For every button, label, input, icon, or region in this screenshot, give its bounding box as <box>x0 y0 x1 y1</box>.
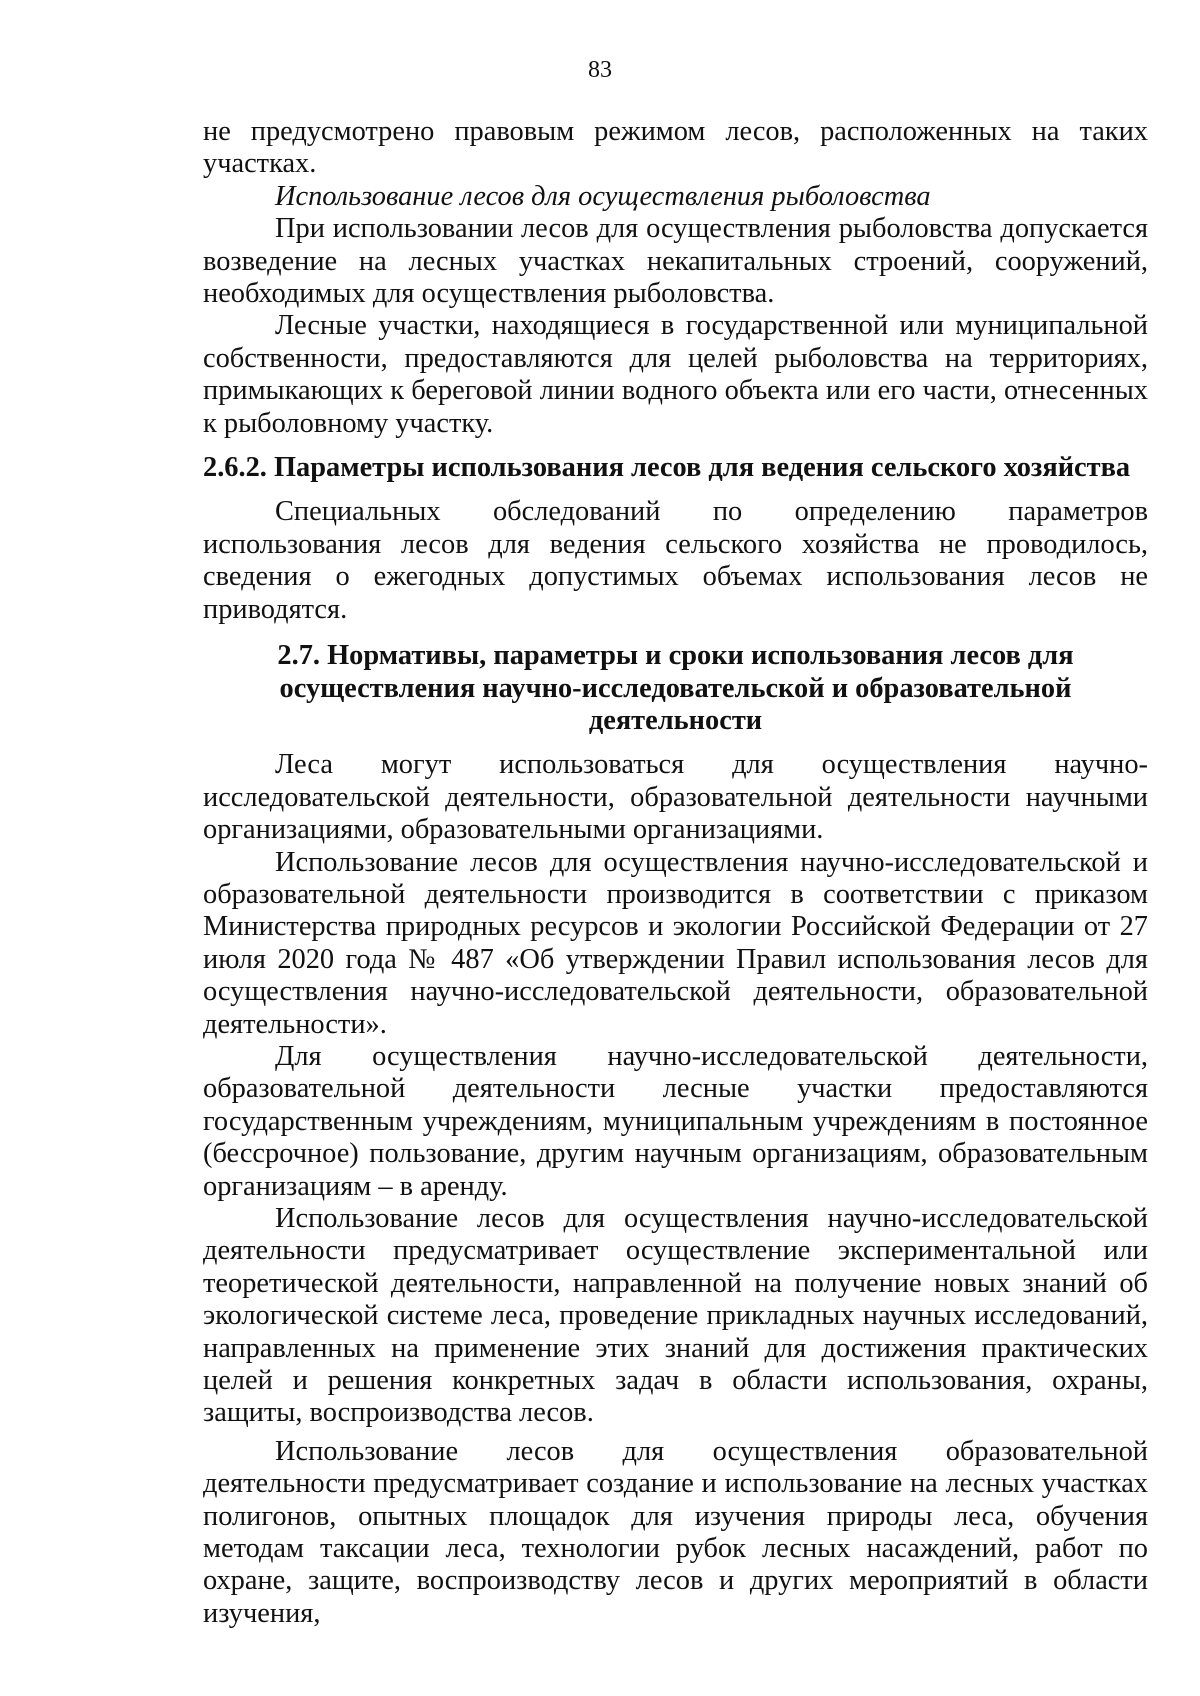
section-heading-2-7: 2.7. Нормативы, параметры и сроки использования лесов для осуществления научно-исследовательской и образовательной деятельности <box>277 640 1074 736</box>
section-heading-2-6-2: 2.6.2. Параметры использования лесов для ведения сельского хозяйства <box>203 452 1131 484</box>
paragraph-continuation: не предусмотрено правовым режимом лесов, расположенных на таких участках. <box>203 116 1148 180</box>
paragraph: Для осуществления научно-исследовательской деятельности, образовательной деятельности лесные участки предоставляются государственным учреждениям, муниципальным учреждениям в постоянное (бессрочное) пользование, другим научным организациям, образовательным организациям – в аренду. <box>203 1040 1148 1202</box>
subheading-fishing: Использование лесов для осуществления рыболовства <box>275 180 931 212</box>
page-number: 83 <box>588 57 612 83</box>
document-body <box>203 116 1148 1630</box>
paragraph: Использование лесов для осуществления образовательной деятельности предусматривает создание и использование на лесных участках полигонов, опытных площадок для изучения природы леса, обучения методам таксации леса, технологии рубок лесных насаждений, работ по охране, защите, воспроизводству лесов и других мероприятий в области изучения, <box>203 1435 1148 1629</box>
paragraph: Лесные участки, находящиеся в государственной или муниципальной собственности, предоставляются для целей рыболовства на территориях, примыкающих к береговой линии водного объекта или его части, отнесенных к рыболовному участку. <box>203 310 1148 439</box>
paragraph: Леса могут использоваться для осуществления научно-исследовательской деятельности, образовательной деятельности научными организациями, образовательными организациями. <box>203 749 1148 846</box>
paragraph: Использование лесов для осуществления научно-исследовательской и образовательной деятельности производится в соответствии с приказом Министерства природных ресурсов и экологии Российской Федерации от 27 июля 2020 года № 487 «Об утверждении Правил использования лесов для осуществления научно-исследовательской деятельности, образовательной деятельности». <box>203 846 1148 1040</box>
paragraph: При использовании лесов для осуществления рыболовства допускается возведение на лесных участках некапитальных строений, сооружений, необходимых для осуществления рыболовства. <box>203 213 1148 310</box>
paragraph: Специальных обследований по определению параметров использования лесов для ведения сельского хозяйства не проводилось, сведения о ежегодных допустимых объемах использования лесов не приводятся. <box>203 496 1148 625</box>
paragraph: Использование лесов для осуществления научно-исследовательской деятельности предусматривает осуществление экспериментальной или теоретической деятельности, направленной на получение новых знаний об экологической системе леса, проведение прикладных научных исследований, направленных на применение этих знаний для достижения практических целей и решения конкретных задач в области использования, охраны, защиты, воспроизводства лесов. <box>203 1203 1148 1429</box>
